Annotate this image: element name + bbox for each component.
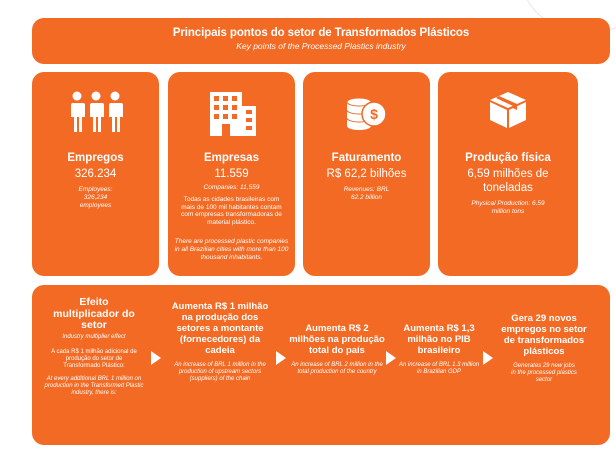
card-english-note: Employees: 326,234 employees	[78, 186, 113, 209]
step-gdp	[398, 323, 480, 376]
arrow-right-icon	[276, 351, 286, 365]
card-title: Empresas	[204, 152, 259, 164]
card-title: Empregos	[67, 152, 124, 164]
card-english-note: Revenues: BRL 62.2 billion	[343, 186, 390, 201]
multiplier-intro	[40, 297, 148, 397]
card-value: 326.234	[74, 168, 117, 180]
step-english: An increase of BRL 1.3 million in Brazilian GDP	[398, 362, 480, 375]
card-title: Faturamento	[331, 152, 402, 164]
svg-text:$: $	[369, 106, 378, 122]
multiplier-section	[32, 285, 610, 445]
card-value: 11.559	[214, 168, 249, 180]
card-value: R$ 62,2 bilhões	[326, 168, 407, 180]
building-icon	[168, 90, 295, 134]
page-subtitle: Key points of the Processed Plastics industry	[236, 41, 406, 51]
card-value: 6,59 milhões de toneladas	[467, 168, 549, 194]
arrow-right-icon	[386, 351, 396, 365]
step-title: Aumenta R$ 1 milhão na produção dos setores a montante (fornecedores) da cadeia	[171, 301, 269, 356]
card-employees	[32, 72, 159, 276]
arrow-right-icon	[151, 351, 161, 365]
card-english-note: Companies: 11,559	[203, 184, 260, 191]
card-title: Produção física	[465, 152, 551, 164]
header-banner	[32, 18, 610, 64]
multiplier-description: A cada R$ 1 milhão adicional de produção do setor de Transformado Plástico:	[51, 348, 137, 369]
card-companies	[168, 72, 295, 276]
card-production	[438, 72, 578, 276]
step-upstream	[166, 301, 274, 383]
multiplier-english-description: At every additional BRL 1 million on production in the Transformed Plastic industry, there is:	[44, 375, 144, 396]
step-english: An increase of BRL 1 million in the production of upstream sectors (suppliers) of the chain	[174, 362, 266, 382]
step-english: Generates 29 new jobs in the processed plastics sector	[511, 363, 577, 383]
card-english-note: Physical Production: 6.59 million tons	[471, 200, 545, 215]
card-revenue	[303, 72, 430, 276]
step-jobs	[495, 313, 593, 384]
box-icon	[438, 90, 578, 134]
multiplier-subtitle: Industry multiplier effect	[62, 333, 126, 340]
coins-icon	[303, 90, 430, 134]
card-english-description: There are processed plastic companies in all Brazilian cities with more than 100 thousand inhabitants.	[174, 238, 289, 261]
step-title: Gera 29 novos empregos no setor de transformados plásticos	[501, 313, 587, 357]
step-total-production	[288, 323, 386, 376]
step-title: Aumenta R$ 1,3 milhão no PIB brasileiro	[403, 323, 475, 356]
arrow-right-icon	[483, 351, 493, 365]
step-english: An increase of BRL 2 million in the total production of the country	[291, 362, 383, 375]
page-title: Principais pontos do setor de Transformados Plásticos	[172, 27, 470, 39]
people-icon	[32, 90, 159, 134]
step-title: Aumenta R$ 2 milhões na produção total do país	[289, 323, 385, 356]
multiplier-title: Efeito multiplicador do setor	[53, 296, 135, 331]
card-description: Todas as cidades brasileiras com mais de 100 mil habitantes contam com empresas transformadoras de material plástico.	[181, 196, 282, 226]
